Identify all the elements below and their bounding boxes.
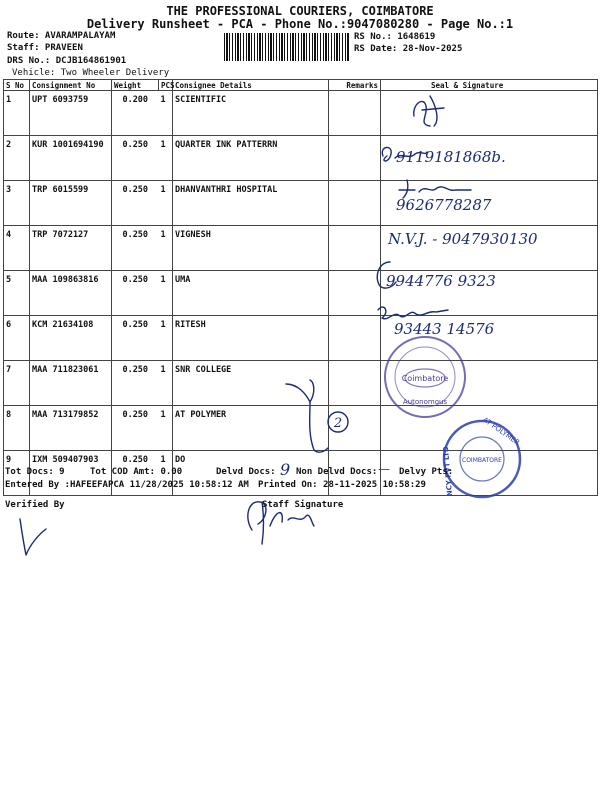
- cell-consignee: DHANVANTHRI HOSPITAL: [173, 181, 329, 226]
- staff-signature-label: Staff Signature: [262, 500, 344, 510]
- vehicle-label: Vehicle: Two Wheeler Delivery: [12, 68, 170, 78]
- cell-weight: 0.250: [112, 451, 159, 496]
- cell-sno: 7: [4, 361, 30, 406]
- cell-pcs: 1: [159, 226, 173, 271]
- delivery-points-label: Delvy Pts:: [399, 467, 454, 477]
- table-row: [4, 181, 598, 226]
- handwritten-phone-row2: 9119181868b.: [396, 148, 506, 166]
- cell-weight: 0.250: [112, 316, 159, 361]
- cell-pcs: 1: [159, 406, 173, 451]
- col-header-pcs: PCS: [159, 80, 173, 91]
- cell-weight: 0.250: [112, 181, 159, 226]
- college-stamp: [380, 332, 470, 422]
- company-stamp-center: COIMBATORE: [462, 457, 502, 464]
- drs-label: DRS No.: DCJB164861901: [7, 56, 127, 66]
- company-title: THE PROFESSIONAL COURIERS, COIMBATORE: [166, 4, 434, 18]
- handwritten-phone-row3: 9626778287: [396, 196, 492, 214]
- cell-weight: 0.250: [112, 271, 159, 316]
- cell-pcs: 1: [159, 361, 173, 406]
- cell-sno: 6: [4, 316, 30, 361]
- cell-weight: 0.250: [112, 361, 159, 406]
- col-header-consignee: Consignee Details: [173, 80, 329, 91]
- company-stamp-ring: AT POLYMER: [481, 415, 522, 447]
- col-header-weight: Weight: [112, 80, 159, 91]
- staff-signature: [240, 490, 320, 550]
- table-row: [4, 271, 598, 316]
- cell-remarks: [329, 316, 381, 361]
- cell-consignment: TRP 7072127: [30, 226, 112, 271]
- table-row: [4, 136, 598, 181]
- cell-sno: 3: [4, 181, 30, 226]
- cell-pcs: 1: [159, 316, 173, 361]
- rs-number: RS No.: 1648619: [354, 32, 436, 42]
- cell-consignee: DO: [173, 451, 329, 496]
- col-header-seal: Seal & Signature: [381, 80, 598, 91]
- signature-row1: [400, 86, 460, 134]
- cell-consignment: KUR 1001694190: [30, 136, 112, 181]
- runsheet-subtitle: Delivery Runsheet - PCA - Phone No.:9047080280 - Page No.:1: [86, 17, 514, 31]
- cell-consignment: TRP 6015599: [30, 181, 112, 226]
- handwritten-y-mark: [280, 378, 360, 458]
- cell-sno: 9: [4, 451, 30, 496]
- cell-consignment: MAA 109863816: [30, 271, 112, 316]
- cell-remarks: [329, 181, 381, 226]
- college-stamp-center: Coimbatore: [401, 374, 449, 383]
- col-header-consignment: Consignment No: [30, 80, 112, 91]
- verified-by-label: Verified By: [5, 500, 65, 510]
- cell-pcs: 1: [159, 181, 173, 226]
- staff-label: Staff: PRAVEEN: [7, 43, 83, 53]
- cell-consignee: QUARTER INK PATTERRN: [173, 136, 329, 181]
- cell-sno: 4: [4, 226, 30, 271]
- cell-weight: 0.250: [112, 406, 159, 451]
- route-label: Route: AVARAMPALAYAM: [7, 31, 116, 41]
- rs-date: RS Date: 28-Nov-2025: [354, 44, 463, 54]
- delivered-docs-count: 9: [280, 460, 291, 479]
- cell-sno: 1: [4, 91, 30, 136]
- company-stamp: [430, 415, 530, 505]
- cell-pcs: 1: [159, 271, 173, 316]
- non-delivered-docs-mark: —: [378, 462, 390, 476]
- cell-pcs: 1: [159, 451, 173, 496]
- printed-on: Printed On: 28-11-2025 10:58:29: [258, 480, 426, 490]
- cell-consignee: VIGNESH: [173, 226, 329, 271]
- handwritten-phone-row5: 9944776 9323: [386, 272, 496, 290]
- cell-pcs: 1: [159, 91, 173, 136]
- company-stamp-side: NCY PVT LTD: [441, 445, 455, 497]
- col-header-remarks: Remarks: [329, 80, 381, 91]
- cell-sno: 5: [4, 271, 30, 316]
- cell-consignee: SCIENTIFIC: [173, 91, 329, 136]
- circled-number: 2: [333, 416, 343, 431]
- table-row: [4, 316, 598, 361]
- cell-sno: 2: [4, 136, 30, 181]
- cell-consignee: UMA: [173, 271, 329, 316]
- non-delivered-docs-label: Non Delvd Docs:: [296, 467, 378, 477]
- cell-remarks: [329, 136, 381, 181]
- cell-weight: 0.250: [112, 136, 159, 181]
- table-header-row: [4, 80, 598, 91]
- handwritten-phone-row4: N.V.J. - 9047930130: [388, 230, 538, 248]
- col-header-sno: S No: [4, 80, 30, 91]
- barcode: [224, 33, 349, 61]
- verifier-signature: [12, 515, 52, 560]
- entered-by: Entered By :HAFEEFAPCA 11/28/2025 10:58:12 AM: [5, 480, 249, 490]
- cell-consignment: KCM 21634108: [30, 316, 112, 361]
- cell-consignment: UPT 6093759: [30, 91, 112, 136]
- cell-remarks: [329, 91, 381, 136]
- delivered-docs-label: Delvd Docs:: [216, 467, 276, 477]
- total-docs: Tot Docs: 9: [5, 467, 65, 477]
- cell-consignee: SNR COLLEGE: [173, 361, 329, 406]
- cell-consignee: AT POLYMER: [173, 406, 329, 451]
- cell-consignment: MAA 713179852: [30, 406, 112, 451]
- cell-sno: 8: [4, 406, 30, 451]
- total-cod: Tot COD Amt: 0.00: [90, 467, 183, 477]
- handwritten-phone-row6: 93443 14576: [394, 320, 495, 338]
- cell-weight: 0.200: [112, 91, 159, 136]
- cell-consignment: IXM 509407903: [30, 451, 112, 496]
- college-stamp-bottom: Autonomous: [402, 398, 448, 406]
- cell-pcs: 1: [159, 136, 173, 181]
- cell-weight: 0.250: [112, 226, 159, 271]
- cell-consignee: RITESH: [173, 316, 329, 361]
- table-row: [4, 91, 598, 136]
- cell-consignment: MAA 711823061: [30, 361, 112, 406]
